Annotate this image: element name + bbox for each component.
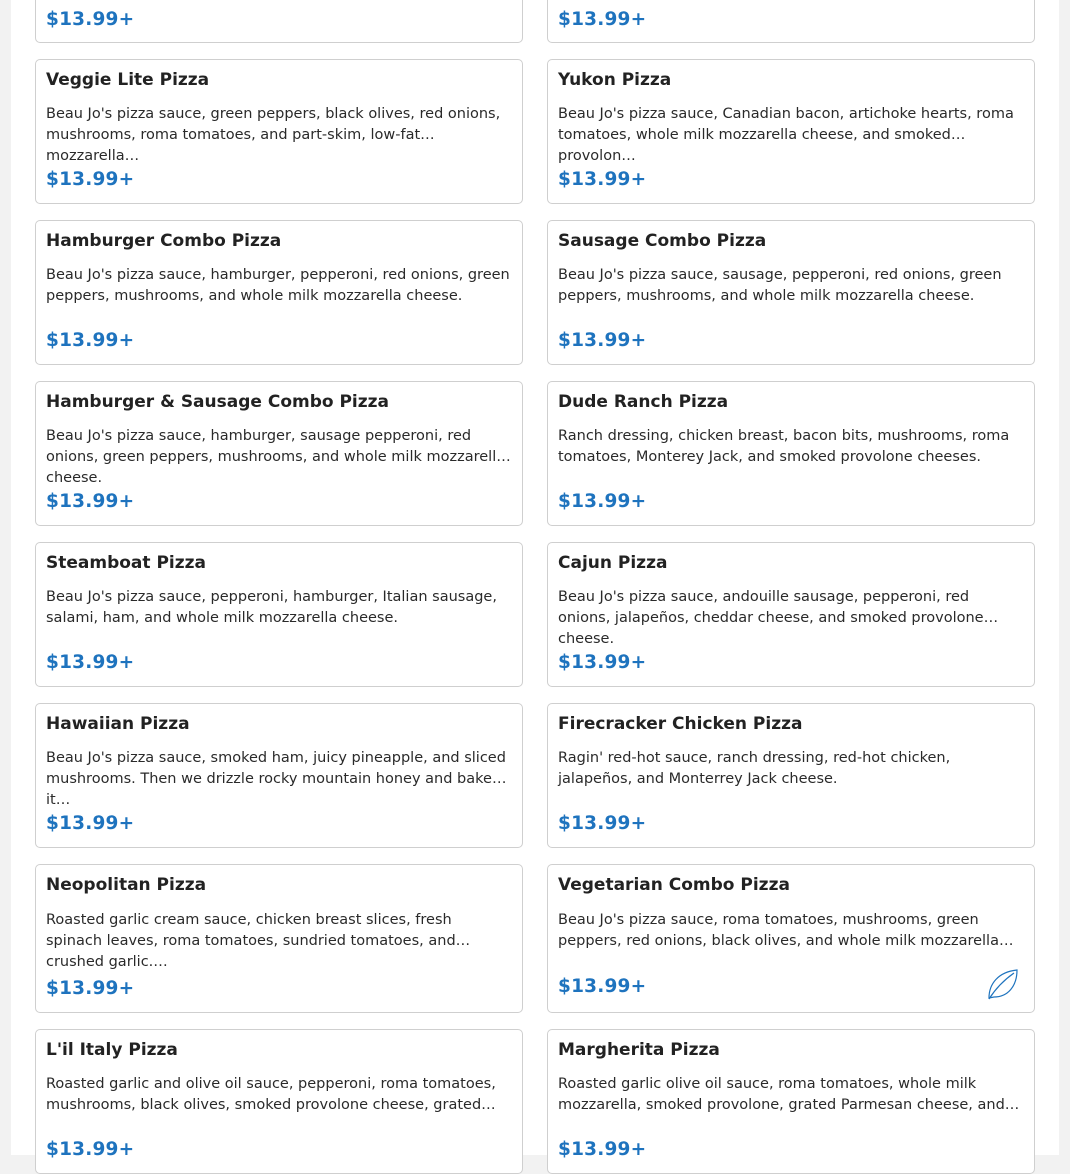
item-price: $13.99+ (558, 491, 647, 512)
menu-item-card[interactable] (35, 59, 523, 204)
menu-item-card[interactable] (547, 59, 1035, 204)
item-name: L'il Italy Pizza (46, 1040, 178, 1060)
item-price: $13.99+ (46, 1139, 135, 1160)
item-name: Margherita Pizza (558, 1040, 720, 1060)
item-price: $13.99+ (558, 652, 647, 673)
item-name: Veggie Lite Pizza (46, 70, 210, 90)
item-name: Neopolitan Pizza (46, 875, 207, 895)
menu-item-card[interactable] (547, 864, 1035, 1013)
item-description: Roasted garlic and olive oil sauce, pepperoni, roma tomatoes, mushrooms, black olives, smoked provolone cheese, grated… (46, 1076, 496, 1113)
item-description: Ranch dressing, chicken breast, bacon bits, mushrooms, roma tomatoes, Monterey Jack, and smoked provolone cheeses. (558, 428, 1010, 465)
item-price: $13.99+ (46, 978, 135, 999)
menu-item-card[interactable] (35, 220, 523, 365)
item-name: Sausage Combo Pizza (558, 231, 767, 251)
item-description: Beau Jo's pizza sauce, Canadian bacon, artichoke hearts, roma tomatoes, whole milk mozzarella cheese, and smoked provolon… (558, 106, 1014, 164)
item-description: Beau Jo's pizza sauce, hamburger, sausage pepperoni, red onions, green peppers, mushrooms, and whole milk mozzarella cheese. (46, 428, 506, 486)
item-description: Beau Jo's pizza sauce, andouille sausage, pepperoni, red onions, jalapeños, cheddar cheese, and smoked provolone cheese. (558, 589, 984, 647)
item-price: $13.99+ (558, 813, 647, 834)
menu-item-card[interactable] (547, 220, 1035, 365)
item-price: $13.99+ (558, 9, 647, 30)
item-description: Roasted garlic cream sauce, chicken breast slices, fresh spinach leaves, roma tomatoes, sundried tomatoes, and crushed garlic.… (46, 912, 456, 970)
item-price: $13.99+ (46, 652, 135, 673)
item-name: Hamburger & Sausage Combo Pizza (46, 392, 390, 412)
item-price: $13.99+ (46, 169, 135, 190)
item-description: Roasted garlic olive oil sauce, roma tomatoes, whole milk mozzarella, smoked provolone, grated Parmesan cheese, and… (558, 1076, 1020, 1113)
menu-item-card[interactable] (35, 381, 523, 526)
menu-item-card[interactable] (35, 703, 523, 848)
item-description: Beau Jo's pizza sauce, smoked ham, juicy pineapple, and sliced mushrooms. Then we drizzle rocky mountain honey and bake it… (46, 750, 506, 808)
leaf-icon (986, 968, 1020, 1002)
item-name: Firecracker Chicken Pizza (558, 714, 803, 734)
menu-item-card[interactable] (547, 0, 1035, 43)
menu-page (11, 0, 1059, 1160)
menu-item-card[interactable] (547, 1029, 1035, 1174)
item-price: $13.99+ (558, 169, 647, 190)
item-price: $13.99+ (46, 491, 135, 512)
item-name: Cajun Pizza (558, 553, 668, 573)
item-price: $13.99+ (558, 1139, 647, 1160)
item-description: Beau Jo's pizza sauce, hamburger, pepperoni, red onions, green peppers, mushrooms, and whole milk mozzarella cheese. (46, 267, 510, 304)
menu-item-card[interactable] (35, 542, 523, 687)
menu-item-card[interactable] (35, 0, 523, 43)
item-price: $13.99+ (46, 813, 135, 834)
item-name: Vegetarian Combo Pizza (558, 875, 790, 895)
item-description: Beau Jo's pizza sauce, sausage, pepperoni, red onions, green peppers, mushrooms, and whole milk mozzarella cheese. (558, 267, 1002, 304)
item-name: Hawaiian Pizza (46, 714, 190, 734)
item-name: Yukon Pizza (558, 70, 672, 90)
item-description: Beau Jo's pizza sauce, pepperoni, hamburger, Italian sausage, salami, ham, and whole milk mozzarella cheese. (46, 589, 497, 626)
menu-item-card[interactable] (547, 703, 1035, 848)
menu-item-card[interactable] (35, 864, 523, 1013)
item-price: $13.99+ (46, 330, 135, 351)
item-description: Ragin' red-hot sauce, ranch dressing, red-hot chicken, jalapeños, and Monterrey Jack cheese. (558, 750, 951, 787)
item-description: Beau Jo's pizza sauce, green peppers, black olives, red onions, mushrooms, roma tomatoes, and part-skim, low-fat mozzarella… (46, 106, 501, 164)
item-name: Steamboat Pizza (46, 553, 206, 573)
item-price: $13.99+ (558, 330, 647, 351)
menu-item-card[interactable] (547, 381, 1035, 526)
item-description: Beau Jo's pizza sauce, roma tomatoes, mushrooms, green peppers, red onions, black olives, and whole milk mozzarella… (558, 912, 1014, 949)
menu-item-card[interactable] (35, 1029, 523, 1174)
item-name: Hamburger Combo Pizza (46, 231, 282, 251)
item-name: Dude Ranch Pizza (558, 392, 729, 412)
item-price: $13.99+ (46, 9, 135, 30)
menu-item-card[interactable] (547, 542, 1035, 687)
item-price: $13.99+ (558, 976, 647, 997)
